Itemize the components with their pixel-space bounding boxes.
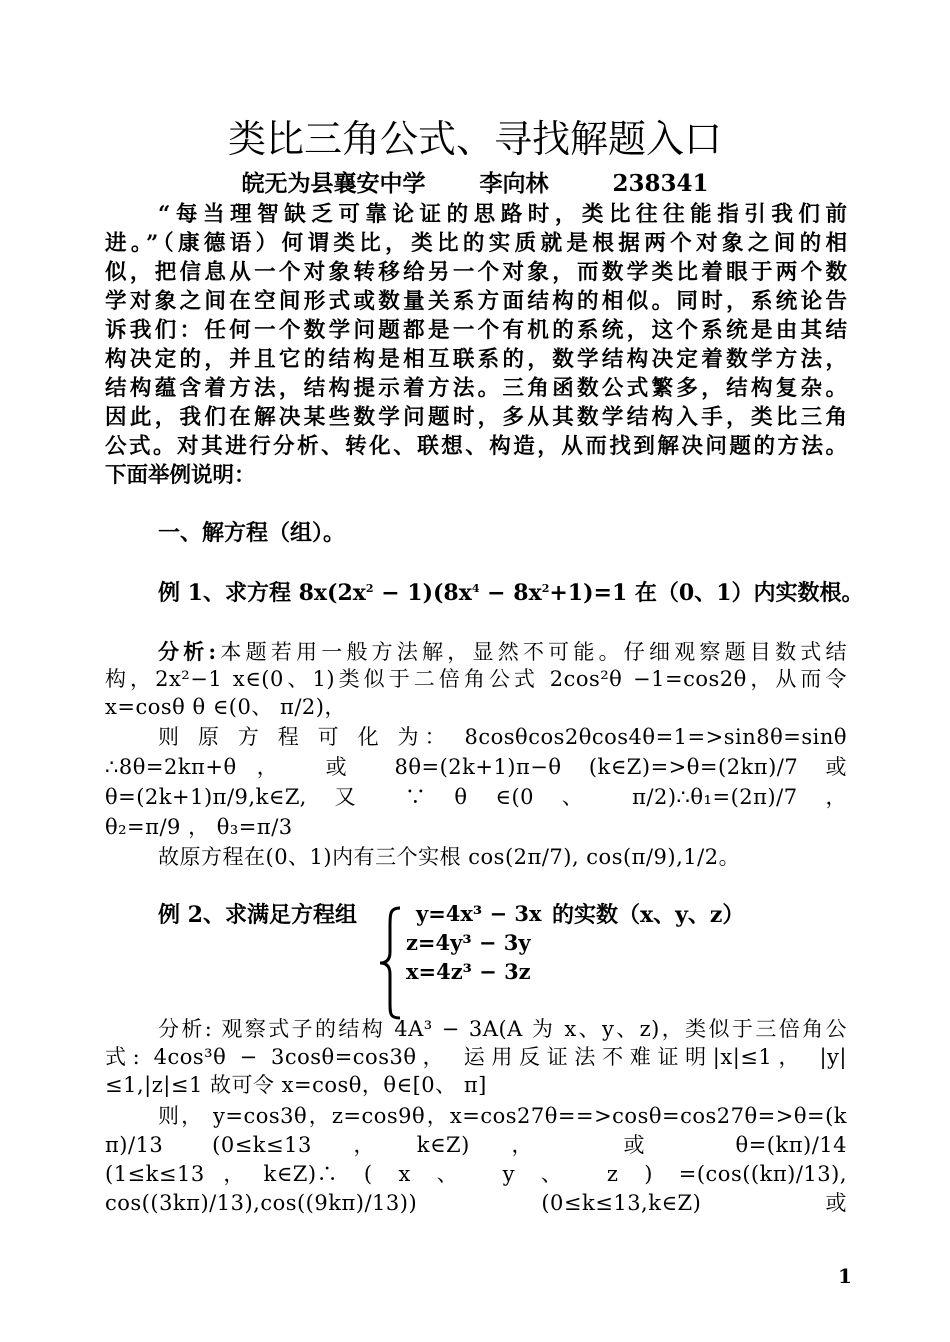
document-title: 类比三角公式、寻找解题入口 (227, 117, 722, 161)
system-equation-1: y=4x³ − 3x (416, 901, 542, 926)
analysis-1-line: θ₂=π/9 ， θ₃=π/3 (105, 815, 293, 839)
analysis-1-line: 则 原 方 程 可 化 为： 8cosθcos2θcos4θ=1=>sin8θ=sinθ (158, 725, 847, 749)
analysis-2-line: 分析: 观察式子的结构 4A³ − 3A(A 为 x、y、z)，类似于三倍角公 (158, 1017, 847, 1041)
analysis-2-line: ≤1,|z|≤1 故可令 x=cosθ，θ∈[0、 π] (105, 1073, 487, 1097)
author-line (0, 170, 950, 198)
analysis-1-line: 分析:本题若用一般方法解，显然不可能。仔细观察题目数式结 (158, 639, 847, 664)
example-1-statement: 例 1、求方程 $8x(2x^2 - 1)(8x^4 - 8x^2+1)=1$ 在（0、1）内实数根。 (158, 580, 864, 606)
analysis-2-line: 则， y=cos3θ，z=cos9θ，x=cos27θ==>cosθ=cos27θ=>θ=(k (158, 1104, 847, 1128)
intro-line: 进。”（康德语）何谓类比，类比的实质就是根据两个对象之间的相 (105, 231, 847, 256)
analysis-2-line: 式: 4cos³θ − 3cosθ=cos3θ， 运用反证法不难证明|x|≤1， |y| (105, 1045, 847, 1069)
intro-line: 诉我们：任何一个数学问题都是一个有机的系统，这个系统是由其结 (105, 318, 847, 343)
intro-line: 公式。对其进行分析、转化、联想、构造，从而找到解决问题的方法。 (105, 434, 847, 459)
author-school: 皖无为县襄安中学 (241, 170, 426, 197)
intro-line: 构决定的，并且它的结构是相互联系的，数学结构决定着数学方法， (105, 347, 847, 372)
intro-line: 结构蕴含着方法，结构提示着方法。三角函数公式繁多，结构复杂。 (105, 376, 847, 401)
analysis-1-line: ∴8θ=2kπ+θ， 或 8θ=(2k+1)π−θ (k∈Z)=>θ=(2kπ)/7 或 (105, 755, 847, 779)
example-2-statement: 例 2、求满足方程组 (158, 902, 357, 928)
intro-line: 因此，我们在解决某些数学问题时，多从其数学结构入手，类比三角 (105, 405, 847, 430)
section-heading: 一、解方程（组）。 (158, 520, 346, 546)
intro-line: 学对象之间在空间形式或数量关系方面结构的相似。同时，系统论告 (105, 289, 847, 314)
example-2-suffix: 的实数（x、y、z） (552, 902, 745, 928)
system-equation-2: z=4y³ − 3y (406, 930, 531, 955)
system-brace-icon (376, 906, 406, 1020)
analysis-1-line: θ=(2k+1)π/9,k∈Z, 又 ∵ θ ∈(0 、 π/2)∴θ₁=(2π)/7 ， (105, 785, 847, 809)
analysis-1-line: 构，2x²−1 x∈(0、1)类似于二倍角公式 2cos²θ −1=cos2θ，从而令 (105, 667, 847, 691)
analysis-2-line: cos((3kπ)/13),cos((9kπ)/13)) (0≤k≤13,k∈Z) 或 (105, 1191, 847, 1215)
analysis-2-line: (1≤k≤13，k∈Z)∴ ( x 、 y 、 z ) =(cos((kπ)/13), (105, 1162, 847, 1186)
system-equation-3: x=4z³ − 3z (406, 959, 531, 984)
intro-line: “每当理智缺乏可靠论证的思路时，类比往往能指引我们前 (158, 202, 847, 227)
page-number: 1 (838, 1264, 852, 1288)
intro-line: 下面举例说明： (105, 463, 256, 488)
author-code: 238341 (612, 170, 709, 197)
analysis-label: 分析: (158, 639, 217, 664)
analysis-2-line: π)/13 (0≤k≤13，k∈Z)， 或 θ=(kπ)/14 (105, 1133, 847, 1157)
analysis-1-line: x=cosθ θ ∈(0、 π/2)， (105, 695, 346, 719)
analysis-1-line: 故原方程在(0、1)内有三个实根 cos(2π/7), cos(π/9),1/2。 (158, 845, 741, 869)
intro-line: 似，把信息从一个对象转移给另一个对象，而数学类比着眼于两个数 (105, 260, 847, 285)
author-name: 李向林 (479, 170, 549, 197)
